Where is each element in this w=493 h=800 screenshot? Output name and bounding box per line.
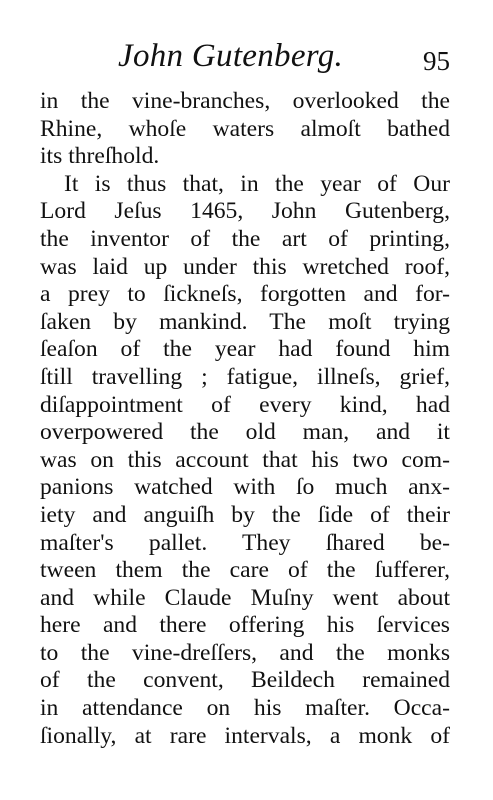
text-line: to the vine-dreſſers, and the monks (40, 639, 450, 666)
running-head (40, 38, 450, 88)
text-line: ſeaſon of the year had found him (40, 336, 450, 363)
text-line: panions watched with ſo much anx- (40, 474, 450, 501)
text-line: here and there offering his ſervices (40, 612, 450, 639)
text-line: of the convent, Beildech remained (40, 667, 450, 694)
text-line: It is thus that, in the year of Our (64, 170, 450, 197)
text-line: ſtill travelling ; fatigue, illneſs, grief, (40, 363, 450, 390)
text-line: iety and anguiſh by the ſide of their (40, 501, 450, 528)
text-line: was laid up under this wretched roof, (40, 253, 450, 280)
text-line: maſter's pallet. They ſhared be- (40, 529, 450, 556)
running-title: John Gutenberg. (118, 38, 344, 74)
text-line: tween them the care of the ſufferer, (40, 557, 450, 584)
text-line: diſappointment of every kind, had (40, 391, 450, 418)
text-line: its threſhold. (40, 143, 160, 170)
text-line: in the vine-branches, overlooked the (40, 88, 450, 114)
text-line: ſaken by mankind. The moſt trying (40, 308, 450, 335)
text-line: was on this account that his two com- (40, 446, 450, 473)
text-line: Rhine, whoſe waters almoſt bathed (40, 115, 450, 142)
body-text (40, 88, 450, 750)
text-line: overpowered the old man, and it (40, 419, 450, 446)
text-line: a prey to ſickneſs, forgotten and for- (40, 281, 450, 308)
text-line: Lord Jeſus 1465, John Gutenberg, (40, 198, 450, 225)
text-line: the inventor of the art of printing, (40, 225, 450, 252)
page-number: 95 (423, 46, 450, 76)
text-line: in attendance on his maſter. Occa- (40, 695, 450, 722)
text-line: ſionally, at rare intervals, a monk of (40, 722, 450, 749)
text-line: and while Claude Muſny went about (40, 584, 450, 611)
